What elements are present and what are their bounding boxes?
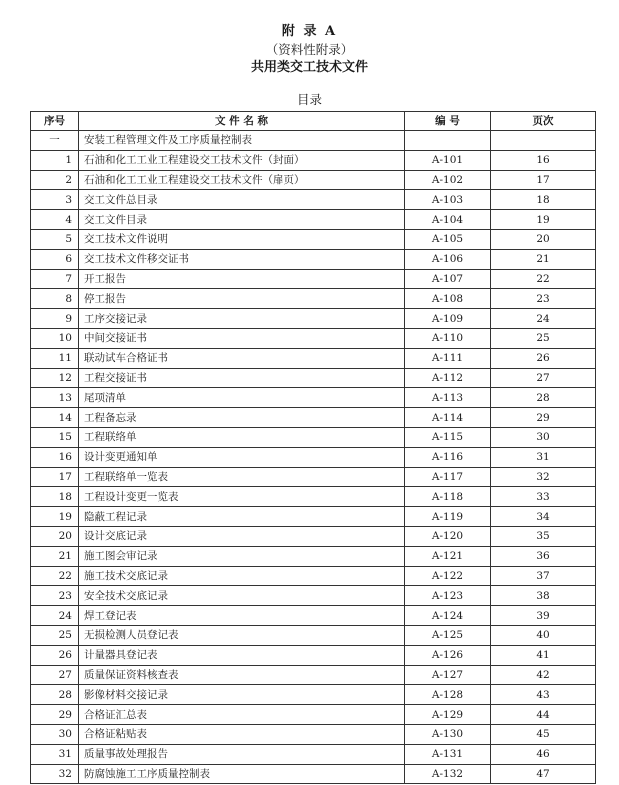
row-page: 26 [491, 348, 596, 368]
row-number: 23 [31, 586, 79, 606]
row-page: 29 [491, 408, 596, 428]
row-file-name: 交工技术文件说明 [79, 229, 405, 249]
section-page [491, 131, 596, 151]
row-number: 26 [31, 645, 79, 665]
table-row [31, 427, 596, 447]
row-number: 17 [31, 467, 79, 487]
row-number: 21 [31, 546, 79, 566]
table-row [31, 744, 596, 764]
table-row [31, 368, 596, 388]
row-number: 25 [31, 625, 79, 645]
row-page: 27 [491, 368, 596, 388]
row-code: A-120 [405, 526, 491, 546]
row-file-name: 工程联络单一览表 [79, 467, 405, 487]
row-code: A-115 [405, 427, 491, 447]
row-number: 15 [31, 427, 79, 447]
row-number: 9 [31, 309, 79, 329]
table-row [31, 269, 596, 289]
row-page: 46 [491, 744, 596, 764]
row-code: A-132 [405, 764, 491, 784]
row-code: A-107 [405, 269, 491, 289]
row-file-name: 质量保证资料核查表 [79, 665, 405, 685]
column-header-page: 页次 [491, 112, 596, 131]
row-page: 37 [491, 566, 596, 586]
table-row [31, 705, 596, 725]
column-header-name: 文 件 名 称 [79, 112, 405, 131]
row-code: A-124 [405, 606, 491, 626]
table-row [31, 625, 596, 645]
row-file-name: 石油和化工工业工程建设交工技术文件（扉页） [79, 170, 405, 190]
row-file-name: 施工图会审记录 [79, 546, 405, 566]
table-row [31, 249, 596, 269]
row-page: 20 [491, 229, 596, 249]
section-row [31, 131, 596, 151]
table-row [31, 447, 596, 467]
row-page: 21 [491, 249, 596, 269]
row-code: A-111 [405, 348, 491, 368]
toc-table [30, 111, 596, 784]
row-number: 18 [31, 487, 79, 507]
table-row [31, 487, 596, 507]
row-page: 36 [491, 546, 596, 566]
row-code: A-114 [405, 408, 491, 428]
row-number: 14 [31, 408, 79, 428]
row-number: 2 [31, 170, 79, 190]
section-name: 安装工程管理文件及工序质量控制表 [79, 131, 405, 151]
row-file-name: 合格证汇总表 [79, 705, 405, 725]
row-code: A-113 [405, 388, 491, 408]
table-header-row [31, 112, 596, 131]
table-row [31, 566, 596, 586]
row-code: A-101 [405, 150, 491, 170]
row-number: 28 [31, 685, 79, 705]
table-row [31, 150, 596, 170]
row-code: A-129 [405, 705, 491, 725]
row-page: 22 [491, 269, 596, 289]
row-file-name: 计量器具登记表 [79, 645, 405, 665]
table-row [31, 348, 596, 368]
row-page: 38 [491, 586, 596, 606]
table-row [31, 724, 596, 744]
row-number: 32 [31, 764, 79, 784]
table-row [31, 685, 596, 705]
row-number: 8 [31, 289, 79, 309]
row-file-name: 联动试车合格证书 [79, 348, 405, 368]
row-page: 32 [491, 467, 596, 487]
row-file-name: 石油和化工工业工程建设交工技术文件（封面） [79, 150, 405, 170]
table-row [31, 606, 596, 626]
row-code: A-119 [405, 507, 491, 527]
row-file-name: 质量事故处理报告 [79, 744, 405, 764]
row-file-name: 防腐蚀施工工序质量控制表 [79, 764, 405, 784]
row-page: 17 [491, 170, 596, 190]
appendix-title: 附 录 A [281, 24, 338, 39]
row-page: 41 [491, 645, 596, 665]
column-header-code: 编 号 [405, 112, 491, 131]
row-code: A-105 [405, 229, 491, 249]
table-row [31, 526, 596, 546]
row-file-name: 工程交接证书 [79, 368, 405, 388]
row-page: 44 [491, 705, 596, 725]
row-page: 42 [491, 665, 596, 685]
row-code: A-108 [405, 289, 491, 309]
row-number: 27 [31, 665, 79, 685]
row-number: 19 [31, 507, 79, 527]
row-code: A-118 [405, 487, 491, 507]
table-row [31, 190, 596, 210]
row-code: A-126 [405, 645, 491, 665]
row-page: 45 [491, 724, 596, 744]
row-file-name: 工程备忘录 [79, 408, 405, 428]
table-row [31, 586, 596, 606]
row-file-name: 工程联络单 [79, 427, 405, 447]
row-number: 20 [31, 526, 79, 546]
row-page: 35 [491, 526, 596, 546]
appendix-subtitle: （资料性附录） [265, 42, 354, 57]
row-code: A-123 [405, 586, 491, 606]
row-page: 39 [491, 606, 596, 626]
section-code [405, 131, 491, 151]
row-code: A-131 [405, 744, 491, 764]
row-file-name: 安全技术交底记录 [79, 586, 405, 606]
row-file-name: 交工文件总目录 [79, 190, 405, 210]
row-file-name: 尾项清单 [79, 388, 405, 408]
row-code: A-122 [405, 566, 491, 586]
row-number: 24 [31, 606, 79, 626]
row-file-name: 影像材料交接记录 [79, 685, 405, 705]
row-number: 16 [31, 447, 79, 467]
row-code: A-125 [405, 625, 491, 645]
row-page: 40 [491, 625, 596, 645]
row-file-name: 开工报告 [79, 269, 405, 289]
row-file-name: 焊工登记表 [79, 606, 405, 626]
row-number: 3 [31, 190, 79, 210]
row-page: 23 [491, 289, 596, 309]
row-file-name: 停工报告 [79, 289, 405, 309]
row-code: A-106 [405, 249, 491, 269]
row-file-name: 施工技术交底记录 [79, 566, 405, 586]
column-header-no: 序号 [31, 112, 79, 131]
table-row [31, 229, 596, 249]
row-page: 31 [491, 447, 596, 467]
row-page: 18 [491, 190, 596, 210]
table-row [31, 289, 596, 309]
row-number: 7 [31, 269, 79, 289]
table-row [31, 408, 596, 428]
row-file-name: 工序交接记录 [79, 309, 405, 329]
row-number: 6 [31, 249, 79, 269]
row-number: 4 [31, 210, 79, 230]
row-code: A-130 [405, 724, 491, 744]
row-number: 29 [31, 705, 79, 725]
row-page: 34 [491, 507, 596, 527]
row-page: 25 [491, 328, 596, 348]
row-page: 19 [491, 210, 596, 230]
row-page: 33 [491, 487, 596, 507]
row-code: A-112 [405, 368, 491, 388]
table-row [31, 388, 596, 408]
row-number: 31 [31, 744, 79, 764]
row-number: 22 [31, 566, 79, 586]
row-code: A-117 [405, 467, 491, 487]
row-code: A-127 [405, 665, 491, 685]
row-file-name: 无损检测人员登记表 [79, 625, 405, 645]
row-number: 30 [31, 724, 79, 744]
row-code: A-109 [405, 309, 491, 329]
table-row [31, 507, 596, 527]
document-title: 共用类交工技术文件 [250, 60, 368, 75]
table-row [31, 210, 596, 230]
row-code: A-110 [405, 328, 491, 348]
section-number: 一 [31, 131, 79, 151]
row-file-name: 隐蔽工程记录 [79, 507, 405, 527]
row-page: 16 [491, 150, 596, 170]
table-row [31, 764, 596, 784]
row-file-name: 设计交底记录 [79, 526, 405, 546]
row-number: 11 [31, 348, 79, 368]
row-number: 5 [31, 229, 79, 249]
row-page: 43 [491, 685, 596, 705]
row-page: 28 [491, 388, 596, 408]
row-number: 12 [31, 368, 79, 388]
row-file-name: 工程设计变更一览表 [79, 487, 405, 507]
toc-body [31, 131, 596, 784]
table-row [31, 665, 596, 685]
row-file-name: 交工技术文件移交证书 [79, 249, 405, 269]
row-number: 13 [31, 388, 79, 408]
table-row [31, 645, 596, 665]
row-code: A-103 [405, 190, 491, 210]
table-row [31, 170, 596, 190]
row-file-name: 中间交接证书 [79, 328, 405, 348]
row-file-name: 设计变更通知单 [79, 447, 405, 467]
row-code: A-116 [405, 447, 491, 467]
table-row [31, 309, 596, 329]
toc-heading: 目录 [296, 92, 322, 107]
table-row [31, 546, 596, 566]
table-row [31, 467, 596, 487]
row-page: 24 [491, 309, 596, 329]
row-number: 10 [31, 328, 79, 348]
row-code: A-128 [405, 685, 491, 705]
row-page: 47 [491, 764, 596, 784]
row-code: A-102 [405, 170, 491, 190]
row-file-name: 交工文件目录 [79, 210, 405, 230]
row-code: A-104 [405, 210, 491, 230]
row-number: 1 [31, 150, 79, 170]
row-code: A-121 [405, 546, 491, 566]
table-row [31, 328, 596, 348]
row-file-name: 合格证粘贴表 [79, 724, 405, 744]
row-page: 30 [491, 427, 596, 447]
